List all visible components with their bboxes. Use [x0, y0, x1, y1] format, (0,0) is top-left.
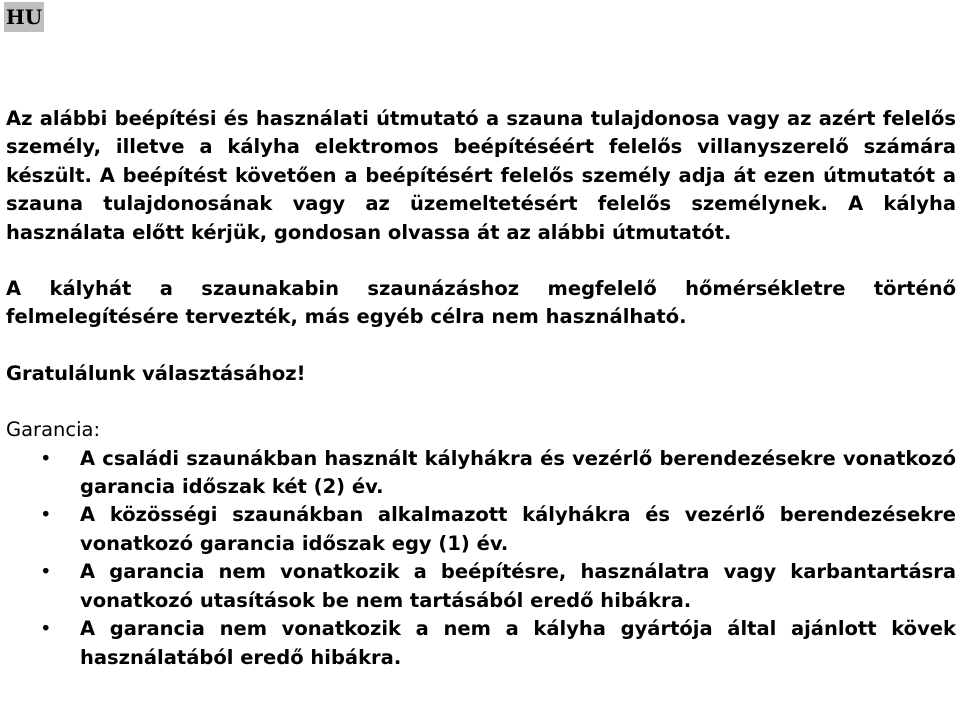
- bullet-icon: •: [40, 503, 52, 527]
- bullet-icon: •: [40, 560, 52, 584]
- warranty-item: [6, 501, 956, 558]
- bullet-icon: •: [40, 617, 52, 641]
- warranty-item: [6, 615, 956, 672]
- warranty-item-text: A közösségi szaunákban alkalmazott kályhákra és vezérlő berendezésekre vonatkozó garancia időszak egy (1) év.: [80, 503, 956, 555]
- warranty-item: [6, 445, 956, 502]
- congratulations-text: Gratulálunk választásához!: [6, 361, 306, 385]
- bullet-icon: •: [40, 446, 52, 470]
- intro-paragraph: Az alábbi beépítési és használati útmutató a szauna tulajdonosa vagy az azért felelős személy, illetve a kályha elektromos beépítéséért felelős villanyszerelő számára készült. A beépítést követően a beépítésért felelős személy adja át ezen útmutatót a szauna tulajdonosának vagy az üzemeltetésért felelős személynek. A kályha használata előtt kérjük, gondosan olvassa át az alábbi útmutatót.: [6, 107, 956, 244]
- warranty-heading: Garancia:: [6, 418, 101, 442]
- warranty-item-text: A garancia nem vonatkozik a beépítésre, használatra vagy karbantartásra vonatkozó utasítások be nem tartásából eredő hibákra.: [80, 560, 956, 612]
- document-body: [6, 105, 956, 672]
- warranty-item-text: A garancia nem vonatkozik a nem a kályha gyártója által ajánlott kövek használatából eredő hibákra.: [80, 617, 956, 669]
- purpose-paragraph: A kályhát a szaunakabin szaunázáshoz megfelelő hőmérsékletre történő felmelegítésére tervezték, más egyéb célra nem használható.: [6, 277, 956, 329]
- warranty-item-text: A családi szaunákban használt kályhákra és vezérlő berendezésekre vonatkozó garancia időszak két (2) év.: [80, 446, 956, 499]
- language-badge: HU: [4, 2, 44, 32]
- warranty-item: [6, 558, 956, 615]
- warranty-list: [6, 445, 956, 672]
